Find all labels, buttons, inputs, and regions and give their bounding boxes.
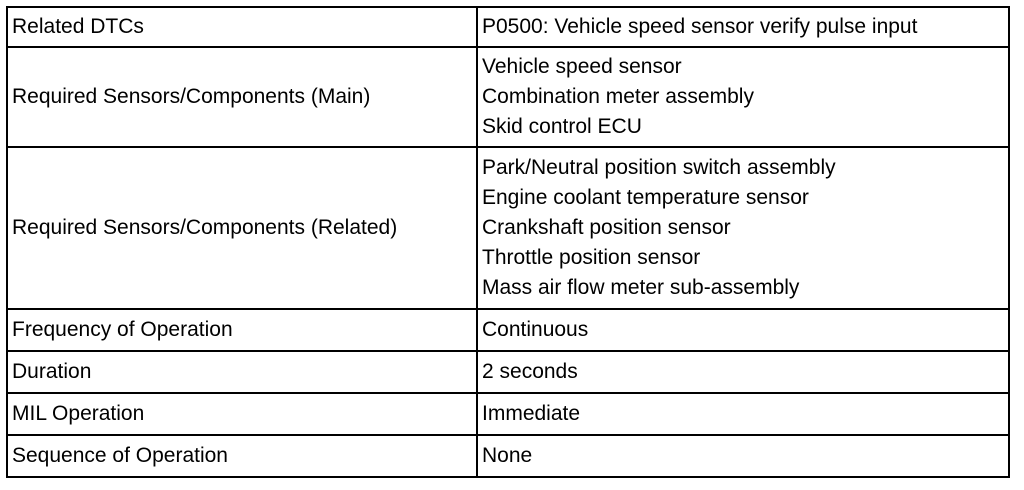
- row-label: Required Sensors/Components (Related): [7, 147, 477, 309]
- row-label: Frequency of Operation: [7, 309, 477, 351]
- value-line: Immediate: [482, 402, 581, 425]
- row-label: MIL Operation: [7, 393, 477, 435]
- table-row: [7, 47, 1009, 147]
- row-value: [477, 435, 1009, 477]
- table-row: [7, 309, 1009, 351]
- row-label: Duration: [7, 351, 477, 393]
- table-row: [7, 351, 1009, 393]
- value-line: None: [482, 444, 533, 467]
- value-line: Combination meter assembly: [482, 85, 754, 108]
- value-line: 2 seconds: [482, 360, 578, 383]
- table-row: [7, 393, 1009, 435]
- monitor-spec-table: [6, 6, 1010, 478]
- value-line: Park/Neutral position switch assembly: [482, 156, 836, 179]
- value-line: Skid control ECU: [482, 115, 642, 138]
- value-line: P0500: Vehicle speed sensor verify pulse input: [482, 15, 918, 38]
- row-value: [477, 7, 1009, 47]
- row-label: Sequence of Operation: [7, 435, 477, 477]
- table-row: [7, 147, 1009, 309]
- row-value: [477, 309, 1009, 351]
- value-line: Throttle position sensor: [482, 246, 701, 269]
- value-line: Vehicle speed sensor: [482, 55, 682, 78]
- table-row: [7, 435, 1009, 477]
- row-value: [477, 393, 1009, 435]
- row-label: Related DTCs: [7, 7, 477, 47]
- row-value: [477, 351, 1009, 393]
- row-value: [477, 147, 1009, 309]
- value-line: Engine coolant temperature sensor: [482, 186, 809, 209]
- row-label: Required Sensors/Components (Main): [7, 47, 477, 147]
- row-value: [477, 47, 1009, 147]
- table-row: [7, 7, 1009, 47]
- value-line: Mass air flow meter sub-assembly: [482, 276, 800, 299]
- value-line: Crankshaft position sensor: [482, 216, 731, 239]
- value-line: Continuous: [482, 318, 589, 341]
